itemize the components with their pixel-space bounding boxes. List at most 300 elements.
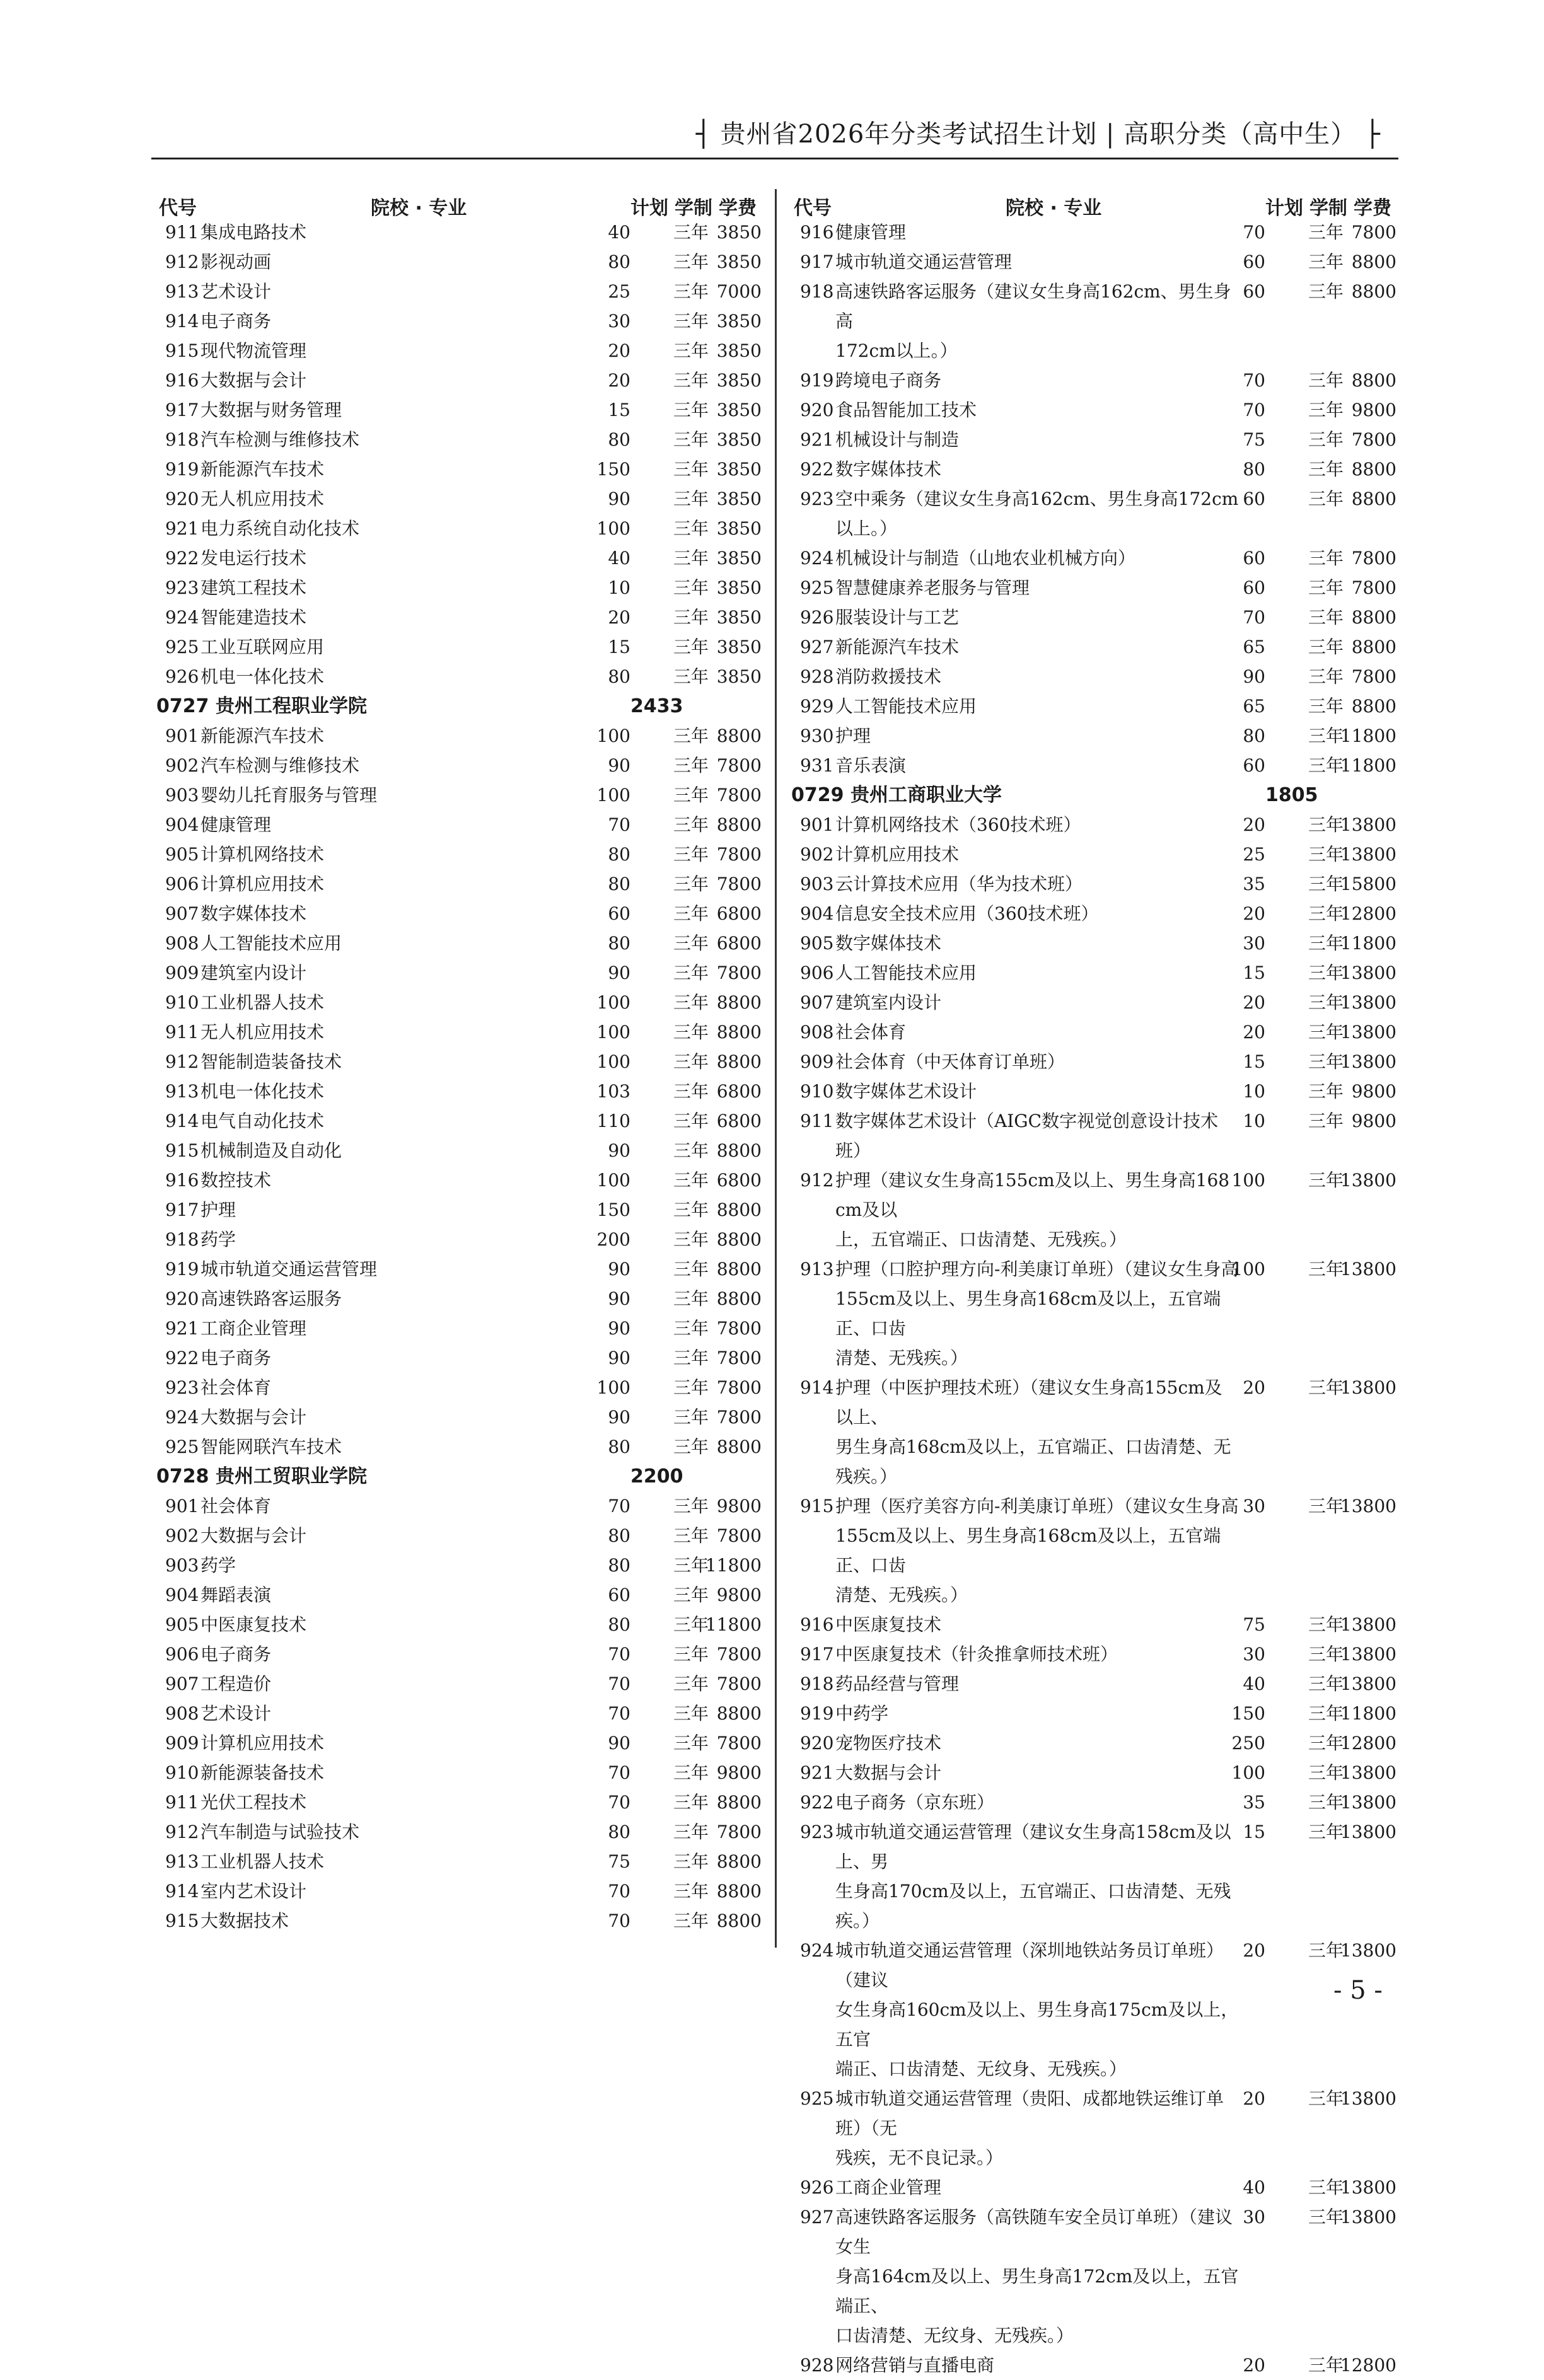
- study-length: 三年: [1308, 1644, 1344, 1665]
- major-code: 905: [165, 1614, 199, 1635]
- study-length: 三年: [1308, 1111, 1344, 1131]
- table-row: [791, 1639, 1396, 1669]
- major-name: 大数据与财务管理: [200, 400, 342, 420]
- major-name: 建筑室内设计: [200, 962, 307, 983]
- study-length: 三年: [1308, 1051, 1344, 1072]
- study-length: 三年: [673, 844, 709, 865]
- major-code: 929: [800, 696, 834, 717]
- tuition-fee: 8800: [1351, 637, 1396, 657]
- plan-count: 70: [608, 1644, 630, 1665]
- school-heading: [156, 691, 762, 721]
- major-name: 艺术设计: [200, 1703, 272, 1724]
- major-code: 915: [165, 340, 199, 361]
- plan-count: 90: [608, 1407, 630, 1428]
- major-code: 901: [165, 725, 199, 746]
- study-length: 三年: [673, 814, 709, 835]
- table-row: [156, 1432, 762, 1462]
- tuition-fee: 8800: [716, 1881, 762, 1902]
- plan-count: 100: [1231, 1170, 1265, 1191]
- study-length: 三年: [1308, 1170, 1344, 1191]
- tuition-fee: 7800: [716, 1822, 762, 1842]
- tuition-fee: 15800: [1340, 874, 1396, 894]
- major-code: 907: [165, 1673, 199, 1694]
- tuition-fee: 7800: [716, 1525, 762, 1546]
- major-name: 空中乘务（建议女生身高162cm、男生身高172cm以上。）: [835, 488, 1239, 539]
- plan-count: 20: [608, 340, 630, 361]
- column-header: [791, 192, 1396, 217]
- table-row: [156, 1728, 762, 1758]
- major-name: 中医康复技术: [200, 1614, 307, 1635]
- study-length: 三年: [673, 1259, 709, 1280]
- major-code: 918: [165, 429, 199, 450]
- study-length: 三年: [673, 1288, 709, 1309]
- plan-count: 80: [608, 1525, 630, 1546]
- major-code: 913: [800, 1259, 834, 1280]
- table-row: [791, 217, 1396, 247]
- plan-count: 80: [608, 666, 630, 687]
- running-header: [695, 110, 1393, 154]
- study-length: 三年: [1308, 725, 1344, 746]
- major-code: 904: [165, 1585, 199, 1605]
- major-name: 数字媒体艺术设计: [835, 1081, 977, 1102]
- major-name: 中医康复技术: [835, 1614, 942, 1635]
- major-name: 社会体育: [200, 1377, 272, 1398]
- tuition-fee: 13800: [1340, 1762, 1396, 1783]
- major-name: 护理: [200, 1199, 236, 1220]
- study-length: 三年: [673, 1140, 709, 1161]
- major-code: 921: [165, 1318, 199, 1339]
- major-name: 电子商务（京东班）: [835, 1792, 995, 1813]
- major-code: 905: [165, 844, 199, 865]
- tuition-fee: 8800: [716, 1259, 762, 1280]
- tuition-fee: 6800: [716, 933, 762, 954]
- table-row: [156, 958, 762, 988]
- study-length: 三年: [1308, 1496, 1344, 1516]
- major-name: 服装设计与工艺: [835, 607, 960, 628]
- plan-count: 10: [608, 577, 630, 598]
- table-row: [156, 514, 762, 543]
- major-code: 914: [165, 311, 199, 332]
- major-code: 919: [165, 1259, 199, 1280]
- tuition-fee: 13800: [1340, 2207, 1396, 2227]
- major-code: 915: [165, 1140, 199, 1161]
- plan-count: 20: [608, 607, 630, 628]
- plan-count: 60: [1243, 281, 1265, 302]
- table-row: [156, 366, 762, 395]
- major-name: 艺术设计: [200, 281, 272, 302]
- table-row: [156, 484, 762, 514]
- major-name: 智能建造技术: [200, 607, 307, 628]
- major-name: 信息安全技术应用（360技术班）: [835, 903, 1099, 924]
- study-length: 三年: [673, 933, 709, 954]
- header-code: 代号: [794, 197, 832, 219]
- plan-count: 20: [1243, 2355, 1265, 2376]
- table-row: [156, 1225, 762, 1254]
- study-length: 三年: [673, 518, 709, 539]
- plan-count: 70: [608, 814, 630, 835]
- major-name: 数字媒体技术: [200, 903, 307, 924]
- plan-count: 70: [608, 1792, 630, 1813]
- study-length: 三年: [1308, 459, 1344, 480]
- school-total-plan: 2433: [630, 695, 683, 717]
- table-row: [791, 1758, 1396, 1788]
- plan-count: 20: [1243, 903, 1265, 924]
- tuition-fee: 3850: [716, 666, 762, 687]
- table-row: [791, 2202, 1396, 2350]
- table-row: [791, 662, 1396, 691]
- tuition-fee: 8800: [716, 1703, 762, 1724]
- major-name: 智能制造装备技术: [200, 1051, 342, 1072]
- study-length: 三年: [673, 1673, 709, 1694]
- major-code: 923: [165, 577, 199, 598]
- major-code: 930: [800, 725, 834, 746]
- major-code: 904: [800, 903, 834, 924]
- plan-count: 10: [1243, 1081, 1265, 1102]
- major-name: 工业互联网应用: [200, 637, 325, 657]
- major-code: 922: [800, 1792, 834, 1813]
- header-title: ┤ 贵州省2026年分类考试招生计划 | 高职分类（高中生） ├: [695, 120, 1381, 149]
- major-code: 908: [165, 1703, 199, 1724]
- study-length: 三年: [673, 459, 709, 480]
- header-plan: 计划: [630, 197, 668, 219]
- table-row: [156, 751, 762, 780]
- plan-count: 20: [608, 370, 630, 391]
- tuition-fee: 7800: [716, 844, 762, 865]
- study-length: 三年: [673, 1111, 709, 1131]
- tuition-fee: 8800: [1351, 251, 1396, 272]
- table-row: [156, 1165, 762, 1195]
- major-code: 913: [165, 1081, 199, 1102]
- major-code: 902: [800, 844, 834, 865]
- table-row: [156, 1610, 762, 1639]
- study-length: 三年: [673, 1051, 709, 1072]
- plan-count: 20: [1243, 1377, 1265, 1398]
- major-code: 906: [165, 874, 199, 894]
- tuition-fee: 3850: [716, 459, 762, 480]
- study-length: 三年: [1308, 2207, 1344, 2227]
- major-code: 910: [165, 992, 199, 1013]
- major-name: 电子商务: [200, 1348, 272, 1368]
- major-code: 927: [800, 637, 834, 657]
- header-code: 代号: [159, 197, 197, 219]
- plan-count: 150: [596, 459, 630, 480]
- major-name: 宠物医疗技术: [835, 1733, 942, 1753]
- table-row: [156, 1017, 762, 1047]
- study-length: 三年: [1308, 1022, 1344, 1043]
- table-row: [791, 1106, 1396, 1165]
- table-row: [156, 1639, 762, 1669]
- study-length: 三年: [673, 725, 709, 746]
- study-length: 三年: [673, 577, 709, 598]
- major-name: 机电一体化技术: [200, 1081, 325, 1102]
- study-length: 三年: [1308, 1792, 1344, 1813]
- major-code: 915: [800, 1496, 834, 1516]
- major-code: 918: [165, 1229, 199, 1250]
- plan-count: 60: [1243, 488, 1265, 509]
- tuition-fee: 7800: [716, 1733, 762, 1753]
- major-name: 消防救援技术: [835, 666, 942, 687]
- major-name: 无人机应用技术: [200, 1022, 325, 1043]
- major-code: 926: [165, 666, 199, 687]
- plan-count: 20: [1243, 2088, 1265, 2109]
- major-name: 大数据与会计: [200, 1407, 307, 1428]
- tuition-fee: 7000: [716, 281, 762, 302]
- major-name: 现代物流管理: [200, 340, 307, 361]
- study-length: 三年: [673, 962, 709, 983]
- tuition-fee: 7800: [1351, 548, 1396, 569]
- plan-count: 70: [1243, 607, 1265, 628]
- study-length: 三年: [1308, 222, 1344, 243]
- plan-count: 60: [1243, 577, 1265, 598]
- study-length: 三年: [673, 1644, 709, 1665]
- tuition-fee: 13800: [1340, 1377, 1396, 1398]
- major-code: 919: [165, 459, 199, 480]
- study-length: 三年: [1308, 488, 1344, 509]
- study-length: 三年: [1308, 400, 1344, 420]
- tuition-fee: 13800: [1340, 1940, 1396, 1961]
- tuition-fee: 8800: [716, 725, 762, 746]
- major-code: 926: [800, 2177, 834, 2198]
- study-length: 三年: [673, 370, 709, 391]
- tuition-fee: 9800: [716, 1496, 762, 1516]
- plan-count: 60: [1243, 755, 1265, 776]
- left-column: [156, 192, 762, 1936]
- plan-count: 100: [596, 1022, 630, 1043]
- major-name: 机电一体化技术: [200, 666, 325, 687]
- plan-count: 60: [1243, 251, 1265, 272]
- plan-count: 75: [1243, 429, 1265, 450]
- major-code: 928: [800, 666, 834, 687]
- major-name: 护理（医疗美容方向-利美康订单班）（建议女生身高 155cm及以上、男生身高168cm及以上，五官端正、口齿 清楚、无残疾。）: [835, 1496, 1239, 1605]
- major-code: 911: [165, 222, 199, 243]
- tuition-fee: 7800: [1351, 666, 1396, 687]
- major-name: 电子商务: [200, 311, 272, 332]
- plan-count: 30: [1243, 1496, 1265, 1516]
- table-row: [791, 1077, 1396, 1106]
- plan-count: 60: [1243, 548, 1265, 569]
- table-row: [156, 1106, 762, 1136]
- tuition-fee: 3850: [716, 548, 762, 569]
- tuition-fee: 7800: [716, 785, 762, 806]
- major-code: 916: [800, 1614, 834, 1635]
- plan-count: 80: [608, 1436, 630, 1457]
- major-code: 923: [800, 488, 834, 509]
- tuition-fee: 9800: [1351, 400, 1396, 420]
- tuition-fee: 7800: [716, 1348, 762, 1368]
- table-row: [156, 1788, 762, 1817]
- tuition-fee: 3850: [716, 577, 762, 598]
- tuition-fee: 3850: [716, 518, 762, 539]
- major-name: 工业机器人技术: [200, 992, 325, 1013]
- table-row: [791, 721, 1396, 751]
- major-code: 908: [800, 1022, 834, 1043]
- tuition-fee: 7800: [1351, 577, 1396, 598]
- plan-count: 20: [1243, 992, 1265, 1013]
- study-length: 三年: [1308, 2088, 1344, 2109]
- major-code: 924: [165, 607, 199, 628]
- plan-count: 100: [596, 1377, 630, 1398]
- major-code: 920: [800, 400, 834, 420]
- tuition-fee: 11800: [705, 1614, 762, 1635]
- major-name: 大数据技术: [200, 1910, 289, 1931]
- school-total-plan: 1805: [1265, 784, 1318, 806]
- tuition-fee: 7800: [1351, 429, 1396, 450]
- study-length: 三年: [1308, 637, 1344, 657]
- study-length: 三年: [673, 1229, 709, 1250]
- table-row: [156, 899, 762, 928]
- plan-count: 20: [1243, 1022, 1265, 1043]
- study-length: 三年: [1308, 933, 1344, 954]
- plan-count: 20: [1243, 814, 1265, 835]
- tuition-fee: 3850: [716, 311, 762, 332]
- major-code: 906: [800, 962, 834, 983]
- major-name: 电气自动化技术: [200, 1111, 325, 1131]
- plan-count: 40: [1243, 2177, 1265, 2198]
- study-length: 三年: [1308, 370, 1344, 391]
- major-name: 新能源汽车技术: [200, 725, 325, 746]
- tuition-fee: 7800: [716, 1377, 762, 1398]
- major-name: 药学: [200, 1555, 236, 1576]
- table-row: [791, 1373, 1396, 1491]
- tuition-fee: 3850: [716, 607, 762, 628]
- major-code: 925: [800, 577, 834, 598]
- plan-count: 15: [608, 637, 630, 657]
- plan-count: 70: [608, 1673, 630, 1694]
- table-row: [791, 1936, 1396, 2084]
- study-length: 三年: [673, 1377, 709, 1398]
- table-row: [791, 988, 1396, 1017]
- major-code: 921: [800, 1762, 834, 1783]
- header-fee: 学费: [719, 197, 757, 219]
- plan-count: 65: [1243, 637, 1265, 657]
- study-length: 三年: [1308, 696, 1344, 717]
- major-code: 917: [165, 400, 199, 420]
- major-name: 机械设计与制造（山地农业机械方向）: [835, 548, 1136, 569]
- table-row: [791, 573, 1396, 603]
- major-code: 903: [165, 1555, 199, 1576]
- plan-count: 250: [1231, 1733, 1265, 1753]
- major-code: 912: [165, 251, 199, 272]
- header-rule: [151, 158, 1398, 159]
- tuition-fee: 3850: [716, 488, 762, 509]
- header-system: 学制: [675, 197, 712, 219]
- tuition-fee: 7800: [716, 874, 762, 894]
- tuition-fee: 13800: [1340, 2088, 1396, 2109]
- table-row: [791, 1669, 1396, 1699]
- study-length: 三年: [673, 874, 709, 894]
- study-length: 三年: [1308, 1377, 1344, 1398]
- plan-count: 90: [608, 755, 630, 776]
- major-code: 917: [800, 1644, 834, 1665]
- major-name: 云计算技术应用（华为技术班）: [835, 874, 1083, 894]
- right-column: [791, 192, 1396, 2380]
- tuition-fee: 12800: [1340, 903, 1396, 924]
- table-row: [156, 1373, 762, 1402]
- major-code: 920: [165, 1288, 199, 1309]
- table-row: [791, 1017, 1396, 1047]
- table-row: [156, 1847, 762, 1876]
- major-name: 工业机器人技术: [200, 1851, 325, 1872]
- tuition-fee: 11800: [1340, 755, 1396, 776]
- plan-count: 35: [1243, 874, 1265, 894]
- plan-count: 100: [596, 785, 630, 806]
- plan-count: 80: [608, 251, 630, 272]
- major-code: 927: [800, 2207, 834, 2227]
- major-code: 907: [800, 992, 834, 1013]
- table-row: [156, 1314, 762, 1343]
- study-length: 三年: [673, 1792, 709, 1813]
- major-name: 药品经营与管理: [835, 1673, 960, 1694]
- major-code: 924: [800, 548, 834, 569]
- major-code: 925: [165, 1436, 199, 1457]
- plan-count: 15: [1243, 1051, 1265, 1072]
- study-length: 三年: [1308, 1259, 1344, 1280]
- tuition-fee: 11800: [1340, 1703, 1396, 1724]
- study-length: 三年: [673, 1436, 709, 1457]
- major-name: 社会体育: [200, 1496, 272, 1516]
- study-length: 三年: [1308, 251, 1344, 272]
- major-code: 902: [165, 755, 199, 776]
- plan-count: 150: [596, 1199, 630, 1220]
- major-name: 数字媒体技术: [835, 459, 942, 480]
- major-code: 917: [800, 251, 834, 272]
- plan-count: 25: [1243, 844, 1265, 865]
- table-row: [156, 543, 762, 573]
- tuition-fee: 8800: [716, 1140, 762, 1161]
- plan-count: 110: [596, 1111, 630, 1131]
- table-row: [156, 1906, 762, 1936]
- plan-count: 100: [596, 518, 630, 539]
- table-row: [791, 840, 1396, 869]
- table-row: [156, 721, 762, 751]
- tuition-fee: 13800: [1340, 1259, 1396, 1280]
- major-code: 901: [800, 814, 834, 835]
- tuition-fee: 13800: [1340, 2177, 1396, 2198]
- major-name: 计算机应用技术: [835, 844, 960, 865]
- plan-count: 100: [596, 992, 630, 1013]
- tuition-fee: 13800: [1340, 1496, 1396, 1516]
- study-length: 三年: [673, 1199, 709, 1220]
- tuition-fee: 8800: [716, 814, 762, 835]
- major-code: 926: [800, 607, 834, 628]
- major-name: 护理（中医护理技术班）（建议女生身高155cm及以上、 男生身高168cm及以上，五官端正、口齿清楚、无残疾。）: [835, 1377, 1231, 1487]
- major-code: 928: [800, 2355, 834, 2376]
- plan-count: 60: [608, 1585, 630, 1605]
- tuition-fee: 13800: [1340, 1673, 1396, 1694]
- major-code: 921: [165, 518, 199, 539]
- table-row: [156, 336, 762, 366]
- major-name: 高速铁路客运服务: [200, 1288, 342, 1309]
- header-plan: 计划: [1265, 197, 1303, 219]
- study-length: 三年: [1308, 844, 1344, 865]
- tuition-fee: 8800: [716, 1851, 762, 1872]
- major-code: 909: [165, 962, 199, 983]
- study-length: 三年: [673, 311, 709, 332]
- table-row: [156, 603, 762, 632]
- study-length: 三年: [673, 1022, 709, 1043]
- study-length: 三年: [673, 1407, 709, 1428]
- plan-count: 15: [608, 400, 630, 420]
- table-row: [156, 869, 762, 899]
- table-row: [791, 1817, 1396, 1936]
- table-row: [791, 1699, 1396, 1728]
- study-length: 三年: [1308, 1673, 1344, 1694]
- major-code: 914: [165, 1111, 199, 1131]
- plan-count: 103: [596, 1081, 630, 1102]
- major-code: 912: [165, 1051, 199, 1072]
- major-code: 911: [165, 1792, 199, 1813]
- plan-count: 90: [608, 1733, 630, 1753]
